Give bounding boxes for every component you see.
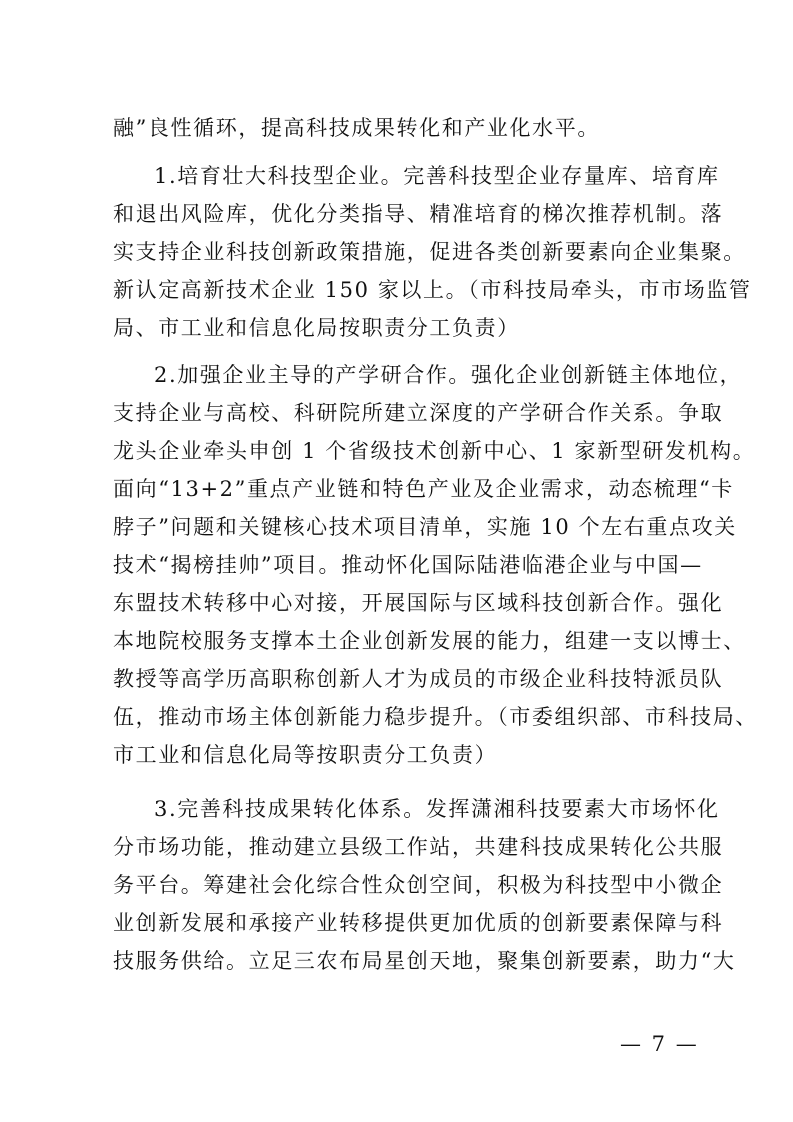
text-line: 支持企业与高校、科研院所建立深度的产学研合作关系。争取: [113, 401, 724, 425]
text-line: 2.加强企业主导的产学研合作。强化企业创新链主体地位，: [154, 363, 743, 387]
text-line: 业创新发展和承接产业转移提供更加优质的创新要素保障与科: [113, 911, 724, 935]
page-number: — 7 —: [620, 1032, 699, 1056]
text-line: 分市场功能，推动建立县级工作站，共建科技成果转化公共服: [113, 835, 724, 859]
text-line: 融”良性循环，提高科技成果转化和产业化水平。: [113, 116, 600, 140]
text-line: 技服务供给。立足三农布局星创天地，聚集创新要素，助力“大: [113, 949, 736, 973]
text-line: 市工业和信息化局等按职责分工负责）: [113, 743, 498, 767]
text-line: 1.培育壮大科技型企业。完善科技型企业存量库、培育库: [154, 164, 720, 188]
text-line: 技术“揭榜挂帅”项目。推动怀化国际陆港临港企业与中国—: [113, 553, 703, 577]
text-line: 本地院校服务支撑本土企业创新发展的能力，组建一支以博士、: [113, 629, 746, 653]
text-line: 教授等高学历高职称创新人才为成员的市级企业科技特派员队: [113, 667, 724, 691]
text-line: 实支持企业科技创新政策措施，促进各类创新要素向企业集聚。: [113, 240, 746, 264]
text-line: 伍，推动市场主体创新能力稳步提升。（市委组织部、市科技局、: [113, 705, 758, 729]
text-line: 面向“13+2”重点产业链和特色产业及企业需求，动态梳理“卡: [113, 477, 734, 501]
text-line: 局、市工业和信息化局按职责分工负责）: [113, 316, 520, 340]
text-line: 务平台。筹建社会化综合性众创空间，积极为科技型中小微企: [113, 873, 724, 897]
text-line: 3.完善科技成果转化体系。发挥潇湘科技要素大市场怀化: [154, 797, 720, 821]
text-line: 龙头企业牵头申创 1 个省级技术创新中心、1 家新型研发机构。: [113, 439, 756, 463]
text-line: 和退出风险库，优化分类指导、精准培育的梯次推荐机制。落: [113, 202, 724, 226]
text-line: 东盟技术转移中心对接，开展国际与区域科技创新合作。强化: [113, 591, 724, 615]
text-line: 脖子”问题和关键核心技术项目清单，实施 10 个左右重点攻关: [113, 515, 737, 539]
text-line: 新认定高新技术企业 150 家以上。（市科技局牵头，市市场监管: [113, 278, 752, 302]
